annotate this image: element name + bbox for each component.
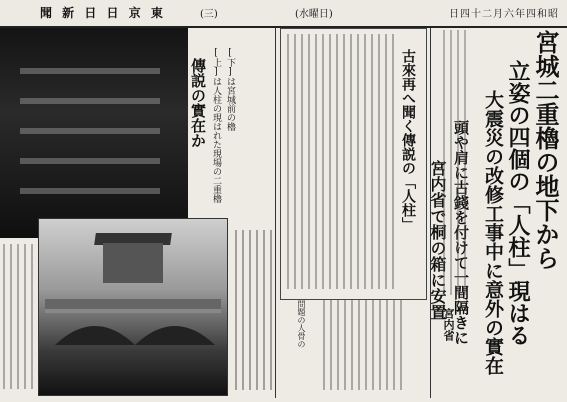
headline-sub-1: 大震災の改修工事中に意外の實在 <box>482 90 504 375</box>
byline: 宮内省 <box>442 308 455 341</box>
side-column <box>188 28 268 223</box>
photo-bridge <box>38 218 228 396</box>
headline-main: 宮城二重櫓の地下から <box>531 30 560 270</box>
headline-main-2: 立姿の四個の「人柱」現はる <box>505 60 531 346</box>
body-text-block <box>284 34 424 294</box>
caption: 問題の人骨の <box>297 300 306 348</box>
masthead <box>0 0 567 28</box>
body-text-block <box>284 300 424 395</box>
headline-sub-3: 宮内省で桐の箱に安置 <box>428 160 447 320</box>
paper-name: 聞 新 日 日 京 東 <box>40 6 166 20</box>
center-heading: 古來再へ聞く傳説の「人柱」 <box>400 49 416 231</box>
divider <box>275 28 276 398</box>
bridge-drawing <box>45 299 221 345</box>
issue-date: 日四十二月六年四和昭 <box>449 9 559 20</box>
headline-sub-2: 頭や肩に古錢を付けて一間隔きに <box>452 120 470 345</box>
photo-tower <box>0 28 188 238</box>
body-text-block <box>0 244 36 394</box>
edition: (三) <box>200 9 218 20</box>
day-of-week: (水曜日) <box>295 9 333 20</box>
side-note-upper: [上]は人柱の現はれた現場の二重櫓 <box>211 48 221 203</box>
body-text-block <box>232 230 274 395</box>
side-heading: 傳説の實在か <box>189 58 207 148</box>
body-text-block <box>440 30 470 300</box>
side-note-lower: [下]は宮城前の櫓 <box>225 48 235 131</box>
